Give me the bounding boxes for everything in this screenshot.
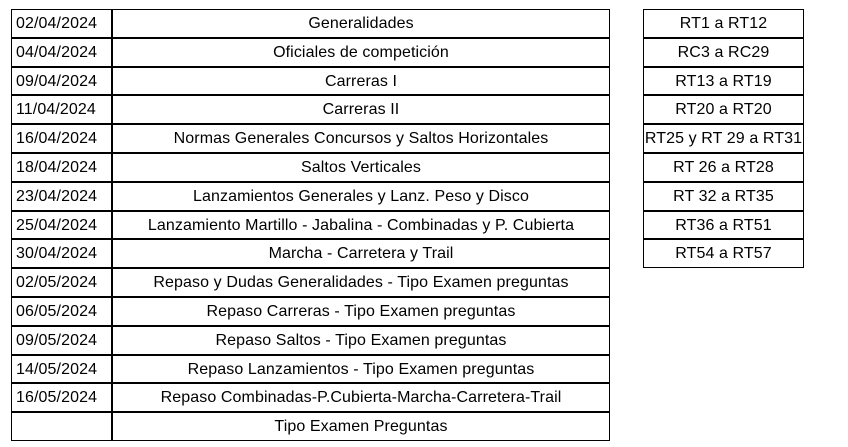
rules-cell: RC3 a RC29	[643, 38, 804, 67]
rules-cell: RT20 a RT20	[643, 95, 804, 124]
topic-cell: Saltos Verticales	[112, 153, 610, 182]
rules-cell: RT 32 a RT35	[643, 182, 804, 211]
table-row	[12, 212, 804, 241]
table-row	[12, 10, 804, 39]
topic-cell: Carreras II	[112, 95, 610, 124]
table-row	[12, 183, 804, 212]
topic-cell: Repaso Lanzamientos - Tipo Examen preguntas	[112, 355, 610, 384]
schedule-table	[12, 10, 804, 442]
table-row	[12, 154, 804, 183]
date-cell: 16/05/2024	[11, 383, 112, 412]
rules-cell: RT13 a RT19	[643, 67, 804, 96]
rules-cell: RT1 a RT12	[643, 9, 804, 38]
rules-cell: RT54 a RT57	[643, 239, 804, 268]
rules-cell: RT 26 a RT28	[643, 153, 804, 182]
rules-cell: RT36 a RT51	[643, 211, 804, 240]
table-row	[12, 269, 804, 298]
table-row	[12, 96, 804, 125]
topic-cell: Carreras I	[112, 67, 610, 96]
topic-cell: Repaso Saltos - Tipo Examen preguntas	[112, 326, 610, 355]
rules-cell: RT25 y RT 29 a RT31	[643, 124, 804, 153]
topic-cell: Oficiales de competición	[112, 38, 610, 67]
table-row	[12, 384, 804, 413]
table-row	[12, 240, 804, 269]
topic-cell: Repaso Combinadas-P.Cubierta-Marcha-Carretera-Trail	[112, 383, 610, 412]
date-cell: 09/05/2024	[11, 326, 112, 355]
date-cell: 04/04/2024	[11, 38, 112, 67]
date-cell: 18/04/2024	[11, 153, 112, 182]
topic-cell: Repaso Carreras - Tipo Examen preguntas	[112, 297, 610, 326]
date-cell: 11/04/2024	[11, 95, 112, 124]
date-cell: 23/04/2024	[11, 182, 112, 211]
date-cell: 02/05/2024	[11, 268, 112, 297]
table-row	[12, 298, 804, 327]
topic-cell: Generalidades	[112, 9, 610, 38]
table-row	[12, 356, 804, 385]
table-row	[12, 413, 804, 442]
topic-cell: Tipo Examen Preguntas	[112, 412, 610, 441]
table-row	[12, 327, 804, 356]
topic-cell: Lanzamientos Generales y Lanz. Peso y Disco	[112, 182, 610, 211]
topic-cell: Lanzamiento Martillo - Jabalina - Combinadas y P. Cubierta	[112, 211, 610, 240]
topic-cell: Marcha - Carretera y Trail	[112, 239, 610, 268]
date-cell	[11, 412, 112, 441]
date-cell: 06/05/2024	[11, 297, 112, 326]
date-cell: 25/04/2024	[11, 211, 112, 240]
date-cell: 16/04/2024	[11, 124, 112, 153]
topic-cell: Repaso y Dudas Generalidades - Tipo Examen preguntas	[112, 268, 610, 297]
table-row	[12, 68, 804, 97]
date-cell: 09/04/2024	[11, 67, 112, 96]
date-cell: 02/04/2024	[11, 9, 112, 38]
table-row	[12, 39, 804, 68]
date-cell: 14/05/2024	[11, 355, 112, 384]
date-cell: 30/04/2024	[11, 239, 112, 268]
table-row	[12, 125, 804, 154]
topic-cell: Normas Generales Concursos y Saltos Horizontales	[112, 124, 610, 153]
